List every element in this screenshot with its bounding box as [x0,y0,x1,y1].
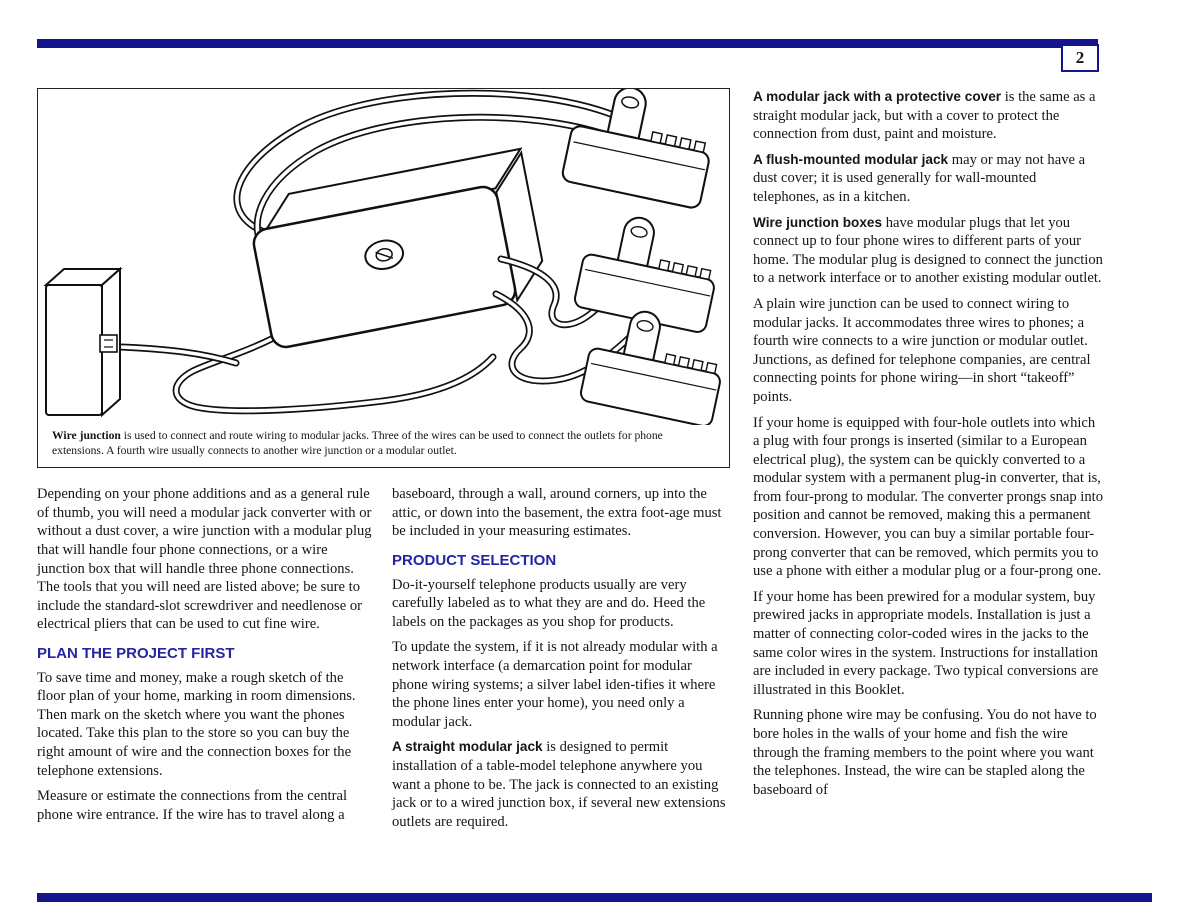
figure-caption-lead: Wire junction [52,429,121,442]
col2-para1: baseboard, through a wall, around corners, up into the attic, or down into the basement, the extra foot-age must be included in your measuring estimates. [392,486,722,540]
figure-caption-text: is used to connect and route wiring to modular jacks. Three of the wires can be used to connect the outlets for phone extensions. A fourth wire usually connects to another wire junction or a modular outlet. [52,429,663,457]
col1-para2: To save time and money, make a rough sketch of the floor plan of your home, marking in room dimensions. Then mark on the sketch where you want the phones located. Take this plan to the store so you can buy the right amount of wire and the connection boxes for the telephone extensions. [37,669,356,779]
col3-para2 [753,151,1103,207]
col2-para2: Do-it-yourself telephone products usually are very carefully labeled as to what they are and do. Heed the labels on the packages as you shop for products. [392,576,706,630]
col2-para3: To update the system, if it is not already modular with a network interface (a demarcation point for modular phone wiring systems; a silver label iden-tifies it where the phone lines enter your home), you need only a modular jack. [392,639,718,730]
bottom-rule-bar [37,893,1152,902]
column-3 [753,88,1103,838]
col3-para1 [753,88,1103,144]
col3-para4: A plain wire junction can be used to connect wiring to modular jacks. It accommodates three wires to phones; a fourth wire connects to a wire junction or modular outlet. Junctions, as defined for telephone companies, are central connecting points for phone wiring—in short “takeoff” points. [753,295,1091,405]
col3-para7: Running phone wire may be confusing. You do not have to bore holes in the walls of your home and fish the wire through the framing members to the point where you want the telephones. Instead, the wire can be stapled along the baseboard of [753,707,1097,798]
column-1 [37,485,375,838]
col1-para3: Measure or estimate the connections from the central phone wire entrance. If the wire has to travel along a [37,788,347,823]
col2-para4 [392,738,730,831]
heading-product-selection: PRODUCT SELECTION [392,551,557,569]
lead-wire-junction-boxes: Wire junction boxes [753,214,883,230]
col3-para3-text: have modular plugs that let you connect up to four phone wires to different parts of your home. The modular plug is designed to connect the junction to a network interface or to another existing modular outlet. [753,214,1103,287]
col2-para4-text: is designed to permit installation of a table-model telephone anywhere you want a phone to be. The jack is connected to an existing jack or to a wired junction box, if several new extensions outlets are required. [392,739,726,830]
col3-para5: If your home is equipped with four-hole outlets into which a plug with four prongs is inserted (similar to a European electrical plug), the system can be quickly converted to a modular system with a permanent plug-in converter, that is, from four-prong to modular. The converter prongs snap into position and cannot be removed, making this a permanent conversion. However, you can buy a similar portable four-prong converter that can be removed, which permits you to use a phone with either a modular plug or a four-prong one. [753,414,1104,580]
lead-straight-modular-jack: A straight modular jack [392,739,543,755]
page-number-box [1061,44,1099,72]
col3-para6: If your home has been prewired for a modular system, buy prewired jacks in appropriate models. Installation is just a matter of connecting color-coded wires in the jacks to the same color wires in the system. Instructions for installation are included in every package. Two typical conversions are illustrated in this Booklet. [753,588,1099,698]
left-region [37,88,730,838]
col1-para1: Depending on your phone additions and as a general rule of thumb, you will need a modular jack converter with or without a dust cover, a wire junction with a modular plug that will handle four phone connections, or a wire junction box that will handle three phone connections. The tools that you will need are listed above; be sure to include the standard-slot screwdriver and needlenose or electrical pliers that can be used to cut fine wire. [37,486,372,633]
lead-modular-jack-protective-cover: A modular jack with a protective cover [753,89,1002,104]
figure-box [37,88,730,468]
col3-para1-text: is the same as a straight modular jack, but with a cover to protect the connection from dust, paint and moisture. [753,89,1096,143]
lead-flush-mounted-modular-jack: A flush-mounted modular jack [753,151,949,167]
figure-caption [38,425,729,467]
col3-para3 [753,214,1103,288]
page-number: 2 [1075,48,1085,67]
heading-plan-the-project-first: PLAN THE PROJECT FIRST [37,644,235,662]
junction-box [246,149,549,350]
wall-outlet [46,269,120,415]
wire-junction-illustration [38,89,728,425]
lower-columns [37,485,730,838]
top-rule-bar [37,39,1098,48]
column-2 [392,485,730,838]
page-content [37,88,1103,838]
col3-para2-text: may or may not have a dust cover; it is used generally for wall-mounted telephones, as in a kitchen. [753,151,1086,205]
